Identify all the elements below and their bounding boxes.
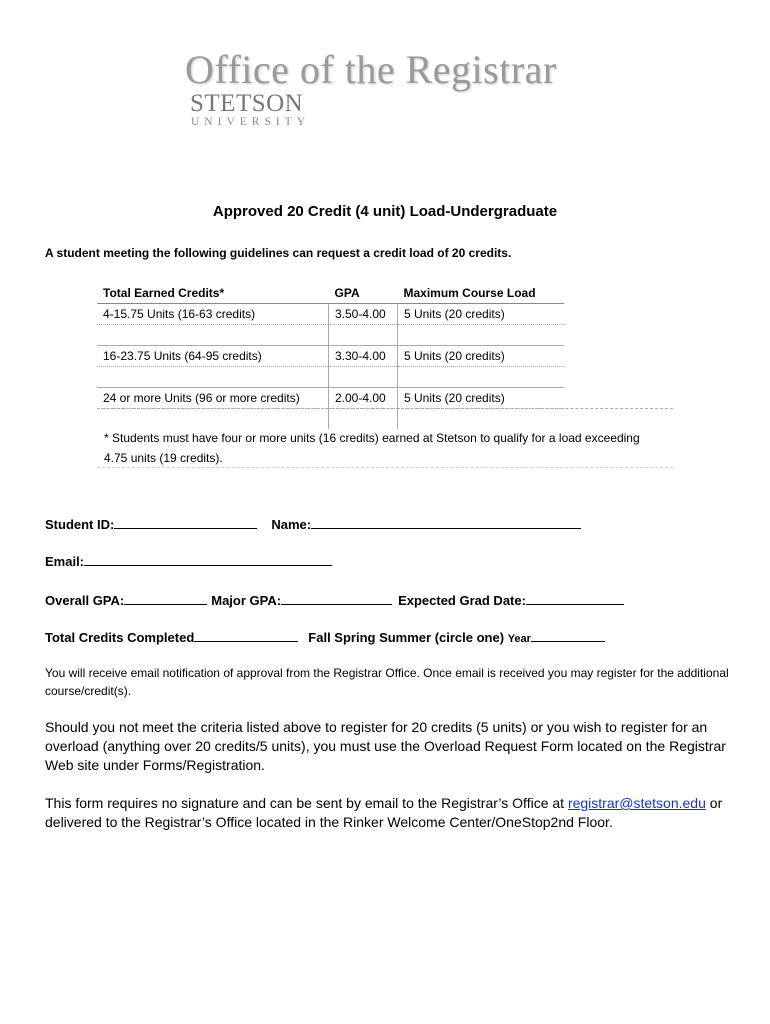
table-row (97, 304, 564, 325)
student-id-field[interactable] (114, 516, 257, 529)
table-cell: 3.50-4.00 (329, 304, 398, 325)
expected-grad-date-label: Expected Grad Date: (398, 593, 526, 608)
name-label: Name: (271, 517, 312, 532)
table-spacer-row (97, 325, 564, 346)
term-options-label: Fall Spring Summer (circle one) (308, 630, 505, 645)
form-row-id-name (45, 516, 581, 532)
total-credits-label: Total Credits Completed (45, 630, 195, 645)
table-spacer-row (97, 367, 564, 388)
table-cell: 24 or more Units (96 or more credits) (97, 388, 329, 409)
table-footnote: * Students must have four or more units (16 credits) earned at Stetson to qualify for a load exceeding 4.75 units (19 credits). (104, 431, 640, 465)
table-header-row (97, 283, 564, 304)
year-field[interactable] (531, 629, 605, 642)
table-cell: 5 Units (20 credits) (398, 304, 565, 325)
name-field[interactable] (311, 516, 581, 529)
form-row-gpa (45, 592, 624, 608)
major-gpa-field[interactable] (281, 592, 392, 605)
submission-text-after: or delivered to the Registrar’s Office located in the Rinker Welcome Center/OneStop2nd Floor. (45, 795, 723, 830)
table-row (97, 346, 564, 367)
table-spacer-row (97, 409, 564, 430)
table-cell: 5 Units (20 credits) (398, 346, 565, 367)
form-row-email (45, 553, 332, 569)
form-row-credits (45, 629, 605, 645)
student-id-label: Student ID: (45, 517, 115, 532)
email-label: Email: (45, 554, 85, 569)
approval-notice: You will receive email notification of approval from the Registrar Office. Once email is received you may register for the additional course/credit(s). (45, 666, 729, 698)
year-label: Year (507, 633, 531, 645)
total-credits-field[interactable] (194, 629, 298, 642)
overall-gpa-field[interactable] (124, 592, 207, 605)
submission-paragraph (45, 794, 735, 832)
table-cell: 3.30-4.00 (329, 346, 398, 367)
column-header: Maximum Course Load (398, 283, 565, 304)
university-name-logo: STETSON (190, 90, 304, 117)
major-gpa-label: Major GPA: (211, 593, 282, 608)
intro-text: A student meeting the following guidelines can request a credit load of 20 credits. (45, 246, 512, 260)
table-row (97, 388, 564, 409)
office-title-logo: Office of the Registrar (185, 47, 557, 92)
registrar-email-link[interactable]: registrar@stetson.edu (567, 795, 706, 811)
table-cell: 16-23.75 Units (64-95 credits) (97, 346, 329, 367)
column-header: GPA (329, 283, 398, 304)
overall-gpa-label: Overall GPA: (45, 593, 125, 608)
table-cell: 4-15.75 Units (16-63 credits) (97, 304, 329, 325)
expected-grad-date-field[interactable] (526, 592, 624, 605)
table-cell: 2.00-4.00 (329, 388, 398, 409)
table-cell: 5 Units (20 credits) (398, 388, 565, 409)
university-word-logo: UNIVERSITY (191, 116, 310, 128)
column-header: Total Earned Credits* (97, 283, 329, 304)
footnote-divider (97, 467, 673, 468)
submission-text-before: This form requires no signature and can be sent by email to the Registrar’s Office at (45, 795, 568, 811)
document-title: Approved 20 Credit (4 unit) Load-Undergraduate (212, 203, 558, 220)
email-field[interactable] (84, 553, 332, 566)
overload-paragraph: Should you not meet the criteria listed above to register for 20 credits (5 units) or you wish to register for an overload (anything over 20 credits/5 units), you must use the Overload Request Form located on the Registrar Web site under Forms/Registration. (45, 719, 726, 773)
footnote-divider (97, 408, 673, 409)
